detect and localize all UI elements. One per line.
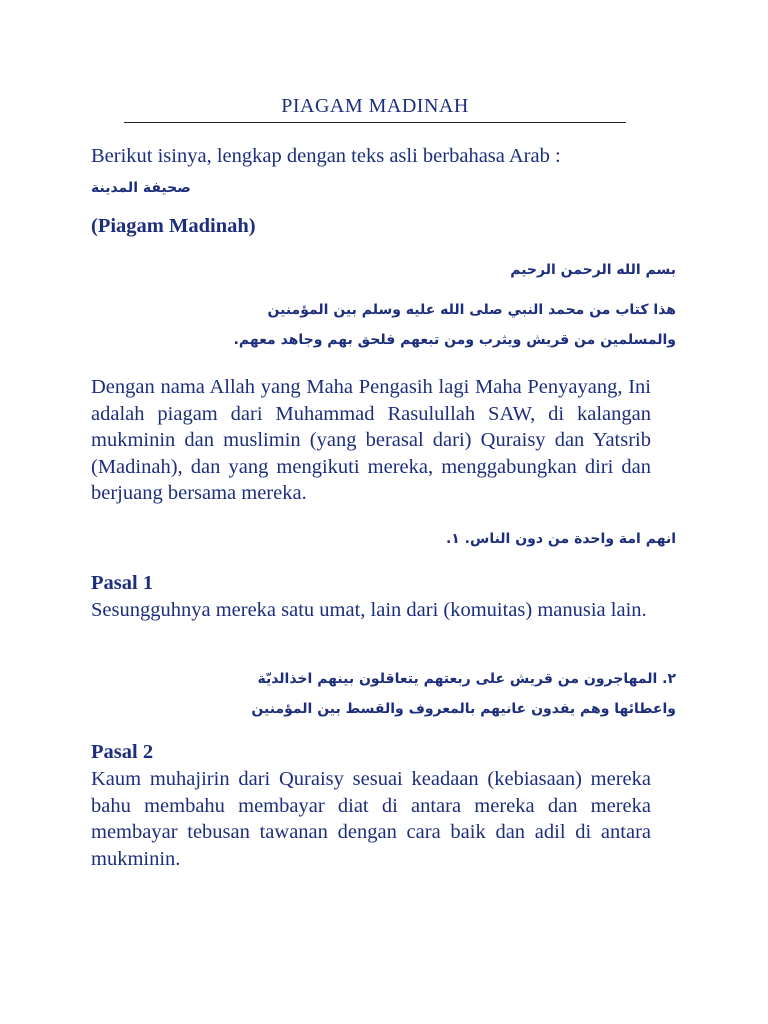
article-2-arabic-line-2: واعطائها وهم يفدون عانيهم بالمعروف والقسط بين المؤمنين bbox=[251, 701, 676, 717]
arabic-opening-line-1: هذا كتاب من محمد النبي صلى الله عليه وسلم بين المؤمنين bbox=[267, 302, 676, 318]
article-1-arabic: انهم امة واحدة من دون الناس. ١. bbox=[445, 531, 676, 547]
intro-text: Berikut isinya, lengkap dengan teks asli berbahasa Arab : bbox=[91, 145, 561, 167]
article-1-heading: Pasal 1 bbox=[91, 572, 154, 594]
article-2-arabic-line-1: ٢. المهاجرون من قريش على ربعتهم يتعاقلون بينهم اخذالديّة bbox=[257, 671, 676, 687]
arabic-heading: صحيفة المدينة bbox=[91, 180, 191, 196]
opening-translation: Dengan nama Allah yang Maha Pengasih lagi Maha Penyayang, Ini adalah piagam dari Muhammad Rasulullah SAW, di kalangan mukminin dan muslimin (yang berasal dari) Quraisy dan Yatsrib (Madinah), dan yang mengikuti mereka, menggabungkan diri dan berjuang bersama mereka. bbox=[91, 376, 651, 504]
article-2-heading: Pasal 2 bbox=[91, 741, 154, 763]
article-2-text: Kaum muhajirin dari Quraisy sesuai keadaan (kebiasaan) mereka bahu membahu membayar diat di antara mereka dan mereka membayar tebusan tawanan dengan cara baik dan adil di antara mukminin. bbox=[91, 768, 651, 870]
document-title: PIAGAM MADINAH bbox=[124, 92, 626, 123]
basmalah: بسم الله الرحمن الرحيم bbox=[510, 262, 676, 278]
arabic-opening-line-2: والمسلمين من قريش ويثرب ومن تبعهم فلحق بهم وجاهد معهم. bbox=[233, 332, 676, 348]
sub-heading: (Piagam Madinah) bbox=[91, 215, 256, 237]
article-1-text: Sesungguhnya mereka satu umat, lain dari (komuitas) manusia lain. bbox=[91, 599, 647, 621]
